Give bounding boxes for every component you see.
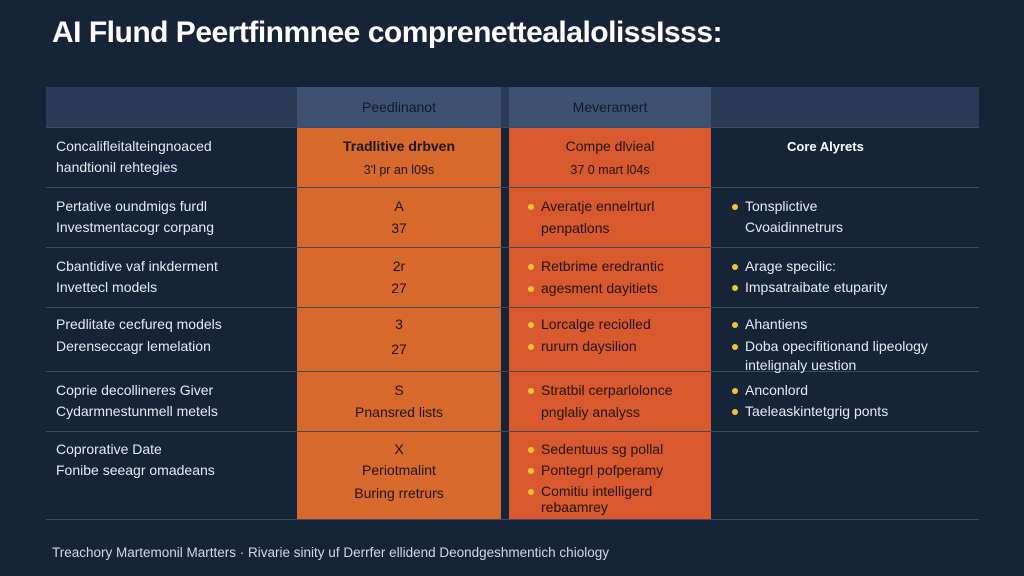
page-title: AI Flund Peertfinmnee comprenettealalolissIsss: — [52, 16, 723, 49]
row3-left-line1: Predlitate cecfureq models — [56, 316, 222, 332]
subheader-col1-line1: Concalifleitalteingnoaced — [56, 138, 212, 154]
bullet-icon — [732, 344, 738, 350]
row3-col2-line2: 27 — [391, 341, 407, 357]
subheader-col1-line2: handtionil rehtegies — [56, 159, 178, 175]
row1-col4-line2: Cvoaidinnetrurs — [745, 219, 844, 235]
row5-col2-line1: X — [394, 441, 404, 457]
row5-left-line1: Coprorative Date — [56, 441, 162, 457]
row4-col2-line1: S — [394, 382, 404, 398]
bullet-icon — [732, 388, 738, 394]
bullet-icon — [528, 447, 534, 453]
subheader-col4-title: Core Alyrets — [787, 139, 864, 154]
bullet-icon — [528, 264, 534, 270]
row2-col4-line1: Arage specilic: — [745, 258, 837, 274]
bullet-icon — [528, 468, 534, 474]
row4-left-line2: Cydarmnestunmell metels — [56, 403, 218, 419]
row4-col3-line2: pnglaliy analyss — [541, 404, 640, 420]
row3-col4-line1: Ahantiens — [745, 316, 808, 332]
row2-col4-line2: Impsatraibate etuparity — [745, 279, 888, 295]
bullet-icon — [528, 388, 534, 394]
row2-col2-line2: 27 — [391, 280, 407, 296]
row3-left-line2: Derenseccagr lemelation — [56, 338, 211, 354]
row-divider — [46, 307, 979, 308]
row1-col3-line1: Averatje ennelrturl — [541, 198, 655, 214]
row5-col3-line3: Comitiu intelligerd — [541, 483, 653, 499]
row-divider — [46, 187, 979, 188]
bullet-icon — [732, 322, 738, 328]
bullet-icon — [732, 409, 738, 415]
header-label-col2: Peedlinanot — [362, 99, 436, 115]
row1-col2-line1: A — [394, 198, 404, 214]
comparison-table — [46, 87, 979, 520]
bullet-icon — [528, 322, 534, 328]
row5-left-line2: Fonibe seeagr omadeans — [56, 462, 215, 478]
row4-col2-line2: Pnansred lists — [355, 404, 443, 420]
row4-left-line1: Coprie decollineres Giver — [56, 382, 214, 398]
row5-col3-line1: Sedentuus sg pollal — [541, 441, 664, 457]
row3-col4-line2: Doba opecifitionand lipeology — [745, 338, 928, 354]
row1-left-line1: Pertative oundmigs furdl — [56, 198, 207, 214]
row2-col3-line2: agesment dayitiets — [541, 280, 658, 296]
row2-left-line2: Invettecl models — [56, 279, 158, 295]
subheader-col3-title: Compe dlvieal — [565, 138, 655, 154]
row5-col3-line4: rebaamrey — [541, 499, 608, 515]
row4-col4-line1: Anconlord — [745, 382, 809, 398]
row4-col4-line2: Taeleaskintetgrig ponts — [745, 403, 889, 419]
header-label-col3: Meveramert — [572, 99, 648, 115]
row2-col3-line1: Retbrime eredrantic — [541, 258, 664, 274]
row1-left-line2: Investmentacogr corpang — [56, 219, 214, 235]
row3-col3-line1: Lorcalge reciolled — [541, 316, 651, 332]
bullet-icon — [528, 489, 534, 495]
row-divider — [46, 431, 979, 432]
row3-col4-line3: intelignaly uestion — [745, 357, 857, 373]
bullet-icon — [528, 286, 534, 292]
row4-col3-line1: Stratbil cerparlolonce — [541, 382, 673, 398]
row1-col3-line2: penpatlons — [541, 220, 610, 236]
row1-col2-line2: 37 — [391, 220, 407, 236]
bullet-icon — [528, 344, 534, 350]
bullet-icon — [732, 285, 738, 291]
row2-col2-line1: 2r — [392, 258, 406, 274]
header-cell-col2 — [297, 87, 501, 127]
row-divider — [46, 247, 979, 248]
row3-col3-line2: rururn daysilion — [541, 338, 637, 354]
header-cell-col3 — [509, 87, 711, 127]
subheader-col2-title: Tradlitive drbven — [342, 138, 456, 154]
row1-col4-line1: Tonsplictive — [745, 198, 818, 214]
row5-col3-line2: Pontegrl pofperamy — [541, 462, 664, 478]
row-divider — [46, 519, 979, 520]
subheader-col2-sub: 3'l pr an l09s — [363, 163, 435, 177]
bullet-icon — [732, 264, 738, 270]
row5-col2-line2: Periotmalint — [362, 462, 436, 478]
row5-col2-line3: Buring rretrurs — [354, 485, 444, 501]
row-divider — [46, 127, 979, 128]
footer-caption: Treachory Martemonil Martters · Rivarie sinity uf Derrfer ellidend Deondgeshmentich chiology — [52, 545, 609, 560]
row2-left-line1: Cbantidive vaf inkderment — [56, 258, 218, 274]
row3-col2-line1: 3 — [395, 316, 403, 332]
bullet-icon — [732, 204, 738, 210]
subheader-col3-sub: 37 0 mart l04s — [570, 163, 650, 177]
bullet-icon — [528, 204, 534, 210]
